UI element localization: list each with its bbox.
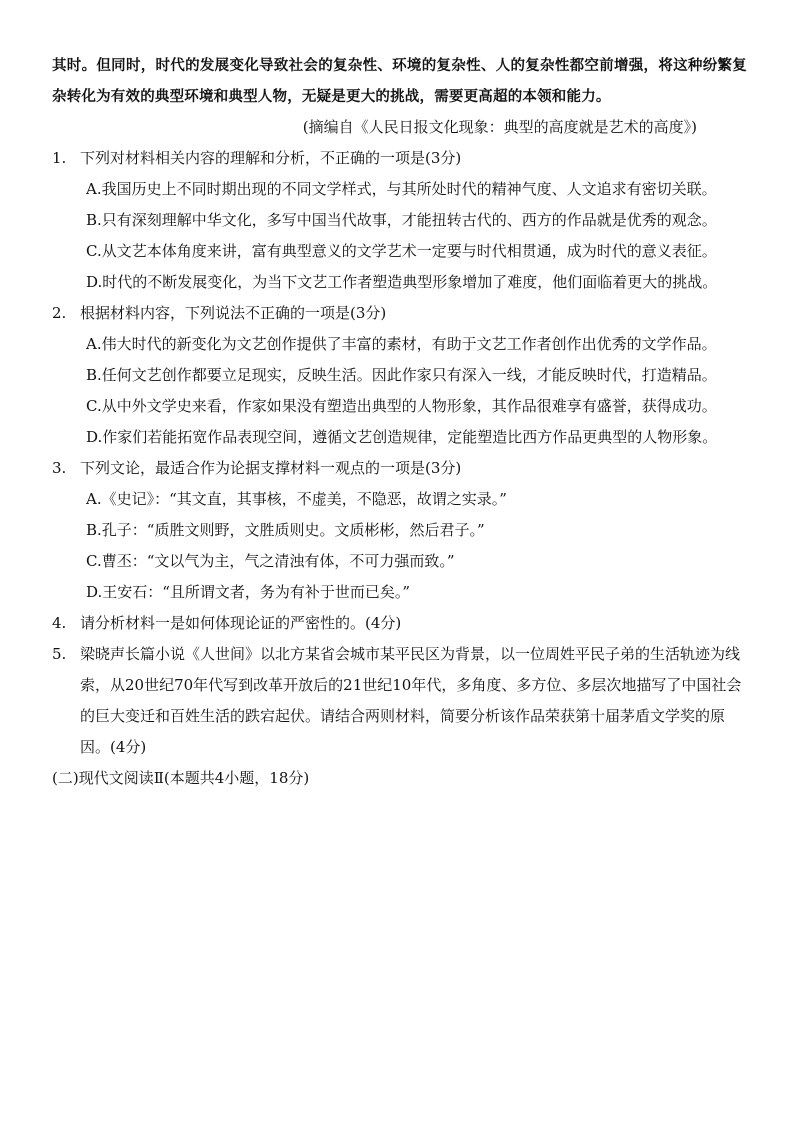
question-number: 3. (52, 459, 67, 477)
option-d: D.王安石：“且所谓文者，务为有补于世而已矣。” (86, 583, 411, 601)
option-a: A.《史记》：“其文直，其事核，不虚美，不隐恶，故谓之实录。” (86, 490, 507, 508)
option-a: A.我国历史上不同时期出现的不同文学样式，与其所处时代的精神气度、人文追求有密切关联。 (86, 180, 717, 198)
question-1 (52, 143, 747, 298)
option-c: C.曹丕：“文以气为主，气之清浊有体，不可力强而致。” (86, 552, 455, 570)
question-5 (52, 639, 747, 763)
question-stem: 下列文论，最适合作为论据支撑材料一观点的一项是(3分) (80, 459, 462, 477)
option-c: C.从文艺本体角度来讲，富有典型意义的文学艺术一定要与时代相贯通，成为时代的意义表征。 (86, 242, 717, 260)
question-stem: 根据材料内容，下列说法不正确的一项是(3分) (80, 304, 387, 322)
option-b: B.只有深刻理解中华文化，多写中国当代故事，才能扭转古代的、西方的作品就是优秀的观念。 (86, 211, 717, 229)
source-citation: (摘编自《人民日报文化现象：典型的高度就是艺术的高度》) (302, 118, 697, 136)
question-number: 2. (52, 304, 67, 322)
option-a: A.伟大时代的新变化为文艺创作提供了丰富的素材，有助于文艺工作者创作出优秀的文学作品。 (86, 335, 717, 353)
question-4 (52, 608, 747, 639)
option-c: C.从中外文学史来看，作家如果没有塑造出典型的人物形象，其作品很难享有盛誉，获得成功。 (86, 397, 717, 415)
intro-paragraph: 其时。但同时，时代的发展变化导致社会的复杂性、环境的复杂性、人的复杂性都空前增强，将这种纷繁复杂转化为有效的典型环境和典型人物，无疑是更大的挑战，需要更高超的本领和能力。 (52, 57, 747, 105)
question-number: 5. (52, 645, 67, 663)
question-number: 4. (52, 614, 67, 632)
question-stem: 梁晓声长篇小说《人世间》以北方某省会城市某平民区为背景，以一位周姓平民子弟的生活轨迹为线索，从20世纪70年代写到改革开放后的21世纪10年代，多角度、多方位、多层次地描写了中国社会的巨大变迁和百姓生活的跌宕起伏。请结合两则材料，简要分析该作品荣获第十届茅盾文学奖的原因。(4分) (80, 645, 742, 756)
option-d: D.时代的不断发展变化，为当下文艺工作者塑造典型形象增加了难度，他们面临着更大的挑战。 (86, 273, 718, 291)
question-stem: 请分析材料一是如何体现论证的严密性的。(4分) (80, 614, 402, 632)
option-b: B.孔子：“质胜文则野，文胜质则史。文质彬彬，然后君子。” (86, 521, 485, 539)
question-number: 1. (52, 149, 67, 167)
question-stem: 下列对材料相关内容的理解和分析，不正确的一项是(3分) (80, 149, 462, 167)
option-b: B.任何文艺创作都要立足现实，反映生活。因此作家只有深入一线，才能反映时代，打造精品。 (86, 366, 717, 384)
section-heading: (二)现代文阅读Ⅱ(本题共4小题，18分) (52, 769, 310, 787)
option-d: D.作家们若能拓宽作品表现空间，遵循文艺创造规律，定能塑造比西方作品更典型的人物形象。 (86, 428, 718, 446)
question-2 (52, 298, 747, 453)
question-3 (52, 453, 747, 608)
